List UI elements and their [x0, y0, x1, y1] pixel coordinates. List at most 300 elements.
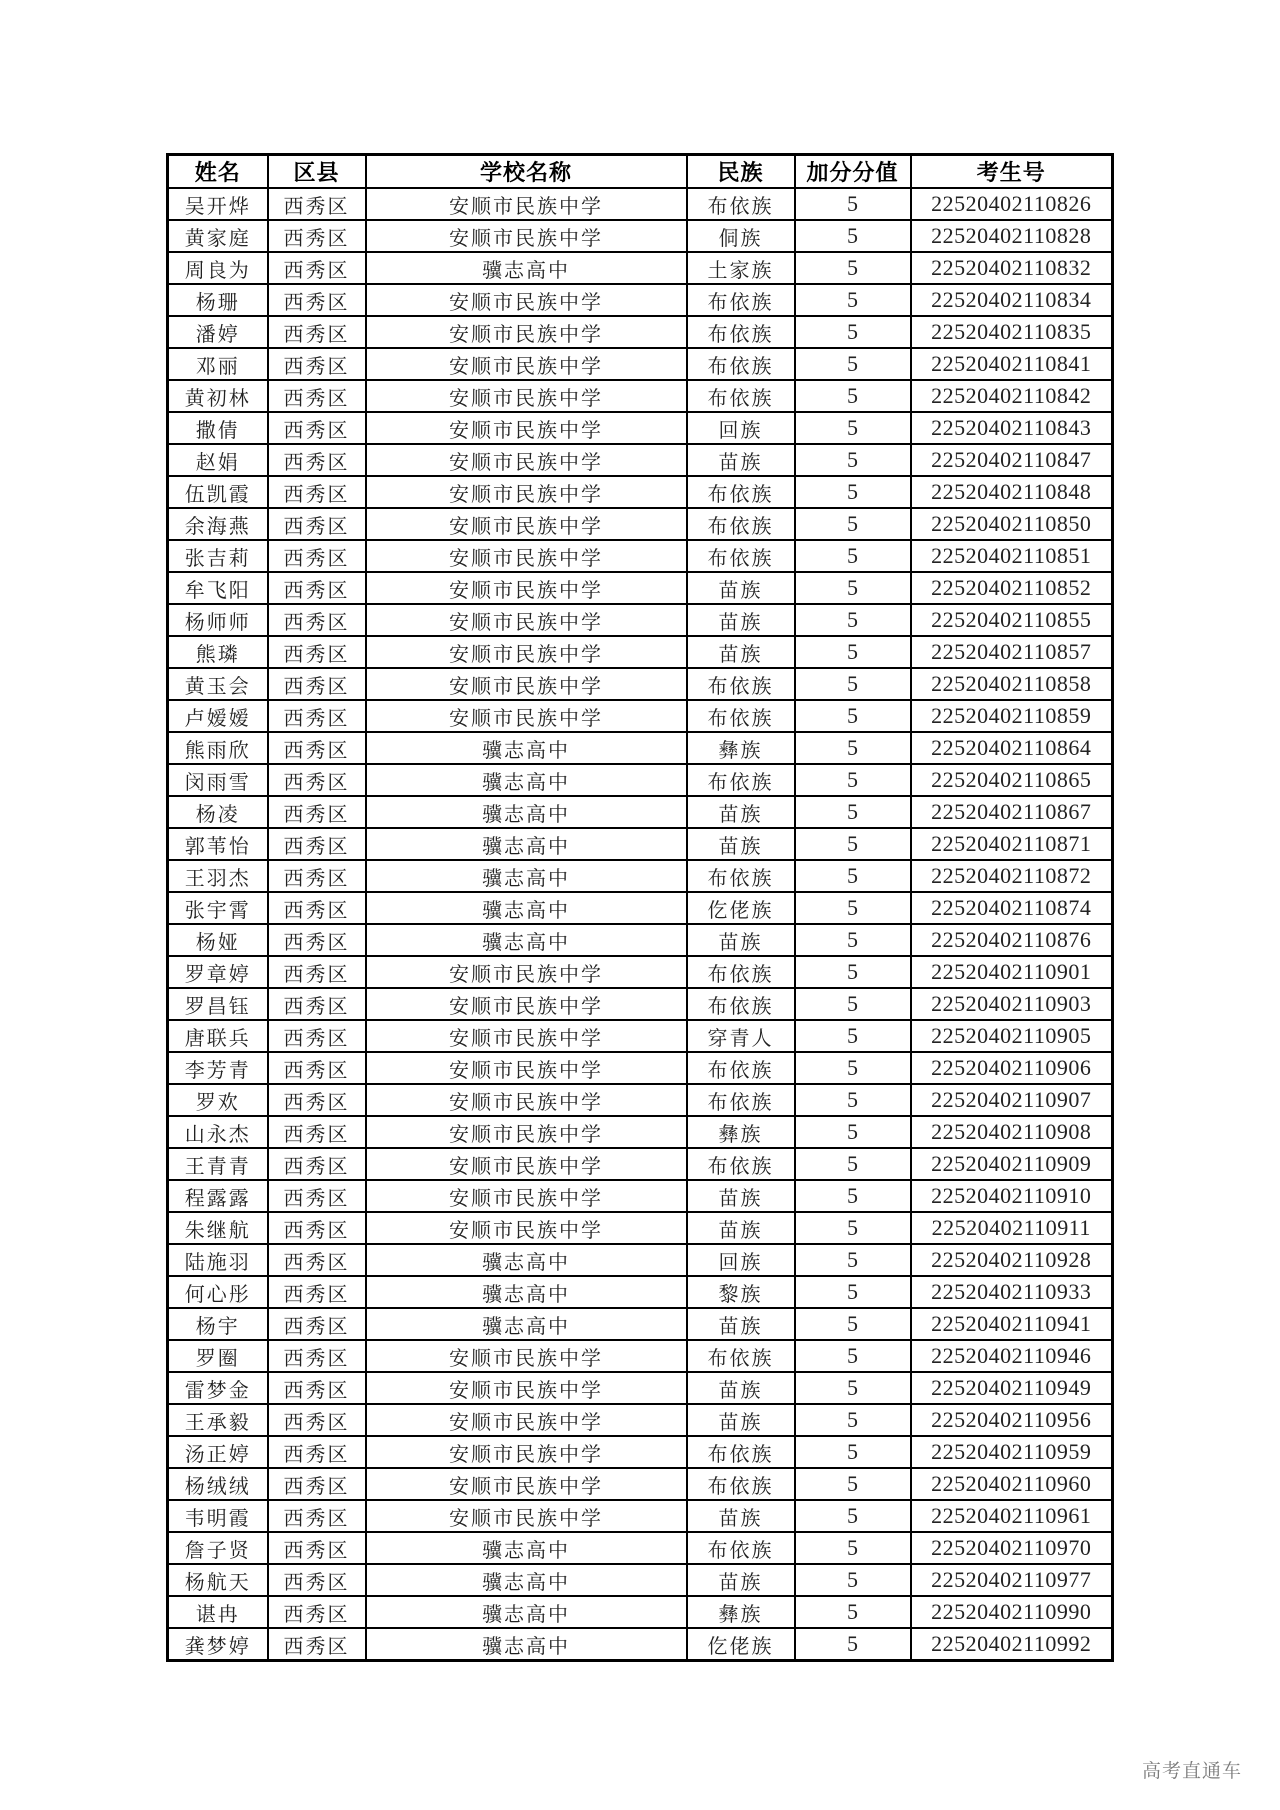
cell-school: 骥志高中	[366, 860, 687, 892]
cell-name: 杨绒绒	[168, 1468, 268, 1500]
cell-school: 安顺市民族中学	[366, 1084, 687, 1116]
cell-name: 吴开烨	[168, 188, 268, 220]
cell-county: 西秀区	[268, 188, 366, 220]
table-row	[168, 1468, 1113, 1500]
table-row	[168, 1532, 1113, 1564]
cell-county: 西秀区	[268, 316, 366, 348]
cell-bonus: 5	[795, 508, 911, 540]
cell-exam-id: 22520402110832	[911, 252, 1113, 284]
cell-exam-id: 22520402110903	[911, 988, 1113, 1020]
cell-bonus: 5	[795, 1244, 911, 1276]
cell-bonus: 5	[795, 892, 911, 924]
cell-ethnicity: 苗族	[687, 1564, 795, 1596]
cell-school: 安顺市民族中学	[366, 1372, 687, 1404]
cell-bonus: 5	[795, 476, 911, 508]
cell-ethnicity: 布依族	[687, 476, 795, 508]
cell-name: 卢嫒嫒	[168, 700, 268, 732]
cell-school: 骥志高中	[366, 764, 687, 796]
cell-ethnicity: 彝族	[687, 1596, 795, 1628]
cell-ethnicity: 布依族	[687, 316, 795, 348]
table-row	[168, 284, 1113, 316]
cell-ethnicity: 布依族	[687, 348, 795, 380]
cell-ethnicity: 布依族	[687, 1052, 795, 1084]
cell-name: 张宇霄	[168, 892, 268, 924]
cell-county: 西秀区	[268, 476, 366, 508]
cell-ethnicity: 苗族	[687, 444, 795, 476]
cell-county: 西秀区	[268, 348, 366, 380]
table-row	[168, 892, 1113, 924]
cell-county: 西秀区	[268, 636, 366, 668]
table-row	[168, 604, 1113, 636]
cell-name: 杨娅	[168, 924, 268, 956]
cell-county: 西秀区	[268, 1148, 366, 1180]
cell-county: 西秀区	[268, 380, 366, 412]
cell-bonus: 5	[795, 1532, 911, 1564]
table-row	[168, 1244, 1113, 1276]
header-bonus: 加分分值	[795, 155, 911, 189]
table-row	[168, 988, 1113, 1020]
cell-bonus: 5	[795, 572, 911, 604]
cell-county: 西秀区	[268, 1180, 366, 1212]
table-row	[168, 1116, 1113, 1148]
cell-school: 安顺市民族中学	[366, 668, 687, 700]
cell-exam-id: 22520402110933	[911, 1276, 1113, 1308]
cell-county: 西秀区	[268, 540, 366, 572]
header-school: 学校名称	[366, 155, 687, 189]
table-row	[168, 1596, 1113, 1628]
cell-county: 西秀区	[268, 988, 366, 1020]
cell-ethnicity: 布依族	[687, 988, 795, 1020]
cell-school: 安顺市民族中学	[366, 1020, 687, 1052]
cell-exam-id: 22520402110872	[911, 860, 1113, 892]
cell-bonus: 5	[795, 956, 911, 988]
cell-name: 杨宇	[168, 1308, 268, 1340]
header-county: 区县	[268, 155, 366, 189]
cell-county: 西秀区	[268, 412, 366, 444]
cell-ethnicity: 苗族	[687, 604, 795, 636]
cell-name: 李芳青	[168, 1052, 268, 1084]
cell-bonus: 5	[795, 1180, 911, 1212]
table-header-row	[168, 155, 1113, 189]
cell-county: 西秀区	[268, 220, 366, 252]
table-row	[168, 1020, 1113, 1052]
cell-name: 邓丽	[168, 348, 268, 380]
table-row	[168, 1628, 1113, 1661]
cell-bonus: 5	[795, 1116, 911, 1148]
cell-exam-id: 22520402110858	[911, 668, 1113, 700]
cell-school: 安顺市民族中学	[366, 700, 687, 732]
cell-school: 安顺市民族中学	[366, 1052, 687, 1084]
cell-exam-id: 22520402110992	[911, 1628, 1113, 1661]
cell-school: 安顺市民族中学	[366, 476, 687, 508]
cell-school: 骥志高中	[366, 1308, 687, 1340]
cell-county: 西秀区	[268, 284, 366, 316]
cell-exam-id: 22520402110946	[911, 1340, 1113, 1372]
cell-name: 熊璘	[168, 636, 268, 668]
watermark: 高考直通车	[1142, 1760, 1243, 1782]
table-row	[168, 1404, 1113, 1436]
cell-name: 周良为	[168, 252, 268, 284]
cell-school: 安顺市民族中学	[366, 1340, 687, 1372]
cell-county: 西秀区	[268, 1276, 366, 1308]
table-row	[168, 1436, 1113, 1468]
cell-bonus: 5	[795, 316, 911, 348]
cell-exam-id: 22520402110847	[911, 444, 1113, 476]
cell-bonus: 5	[795, 188, 911, 220]
cell-bonus: 5	[795, 1596, 911, 1628]
cell-school: 安顺市民族中学	[366, 444, 687, 476]
cell-county: 西秀区	[268, 252, 366, 284]
table-row	[168, 828, 1113, 860]
cell-bonus: 5	[795, 1436, 911, 1468]
cell-school: 安顺市民族中学	[366, 220, 687, 252]
table-row	[168, 188, 1113, 220]
cell-exam-id: 22520402110908	[911, 1116, 1113, 1148]
cell-name: 罗昌钰	[168, 988, 268, 1020]
cell-exam-id: 22520402110865	[911, 764, 1113, 796]
cell-exam-id: 22520402110909	[911, 1148, 1113, 1180]
cell-name: 杨凌	[168, 796, 268, 828]
cell-county: 西秀区	[268, 1468, 366, 1500]
cell-ethnicity: 布依族	[687, 1468, 795, 1500]
cell-bonus: 5	[795, 1628, 911, 1661]
cell-bonus: 5	[795, 540, 911, 572]
cell-bonus: 5	[795, 764, 911, 796]
table-row	[168, 700, 1113, 732]
cell-school: 安顺市民族中学	[366, 1148, 687, 1180]
cell-name: 汤正婷	[168, 1436, 268, 1468]
cell-county: 西秀区	[268, 860, 366, 892]
cell-bonus: 5	[795, 828, 911, 860]
header-exam-id: 考生号	[911, 155, 1113, 189]
cell-school: 安顺市民族中学	[366, 508, 687, 540]
cell-county: 西秀区	[268, 1436, 366, 1468]
cell-county: 西秀区	[268, 572, 366, 604]
cell-ethnicity: 布依族	[687, 956, 795, 988]
cell-exam-id: 22520402110960	[911, 1468, 1113, 1500]
cell-bonus: 5	[795, 604, 911, 636]
cell-name: 陆施羽	[168, 1244, 268, 1276]
cell-exam-id: 22520402110906	[911, 1052, 1113, 1084]
cell-exam-id: 22520402110928	[911, 1244, 1113, 1276]
cell-exam-id: 22520402110956	[911, 1404, 1113, 1436]
cell-bonus: 5	[795, 380, 911, 412]
cell-exam-id: 22520402110970	[911, 1532, 1113, 1564]
cell-exam-id: 22520402110826	[911, 188, 1113, 220]
cell-county: 西秀区	[268, 956, 366, 988]
cell-ethnicity: 仡佬族	[687, 892, 795, 924]
cell-school: 安顺市民族中学	[366, 188, 687, 220]
cell-bonus: 5	[795, 1340, 911, 1372]
table-row	[168, 1340, 1113, 1372]
cell-school: 骥志高中	[366, 796, 687, 828]
cell-school: 骥志高中	[366, 1532, 687, 1564]
cell-exam-id: 22520402110876	[911, 924, 1113, 956]
cell-name: 山永杰	[168, 1116, 268, 1148]
cell-bonus: 5	[795, 284, 911, 316]
cell-school: 安顺市民族中学	[366, 956, 687, 988]
cell-name: 王承毅	[168, 1404, 268, 1436]
cell-exam-id: 22520402110977	[911, 1564, 1113, 1596]
cell-ethnicity: 回族	[687, 412, 795, 444]
table-row	[168, 796, 1113, 828]
cell-ethnicity: 彝族	[687, 732, 795, 764]
cell-exam-id: 22520402110859	[911, 700, 1113, 732]
cell-school: 骥志高中	[366, 732, 687, 764]
table-row	[168, 1212, 1113, 1244]
cell-name: 余海燕	[168, 508, 268, 540]
table-row	[168, 476, 1113, 508]
cell-bonus: 5	[795, 796, 911, 828]
cell-ethnicity: 苗族	[687, 1372, 795, 1404]
cell-name: 杨航天	[168, 1564, 268, 1596]
cell-name: 牟飞阳	[168, 572, 268, 604]
cell-ethnicity: 侗族	[687, 220, 795, 252]
cell-exam-id: 22520402110852	[911, 572, 1113, 604]
cell-school: 安顺市民族中学	[366, 348, 687, 380]
cell-ethnicity: 布依族	[687, 1436, 795, 1468]
cell-bonus: 5	[795, 668, 911, 700]
cell-exam-id: 22520402110911	[911, 1212, 1113, 1244]
cell-school: 安顺市民族中学	[366, 380, 687, 412]
cell-school: 安顺市民族中学	[366, 284, 687, 316]
cell-name: 杨师师	[168, 604, 268, 636]
cell-county: 西秀区	[268, 700, 366, 732]
cell-name: 王羽杰	[168, 860, 268, 892]
cell-exam-id: 22520402110959	[911, 1436, 1113, 1468]
table-row	[168, 348, 1113, 380]
cell-county: 西秀区	[268, 924, 366, 956]
cell-ethnicity: 苗族	[687, 636, 795, 668]
cell-county: 西秀区	[268, 892, 366, 924]
cell-ethnicity: 回族	[687, 1244, 795, 1276]
cell-county: 西秀区	[268, 1308, 366, 1340]
cell-exam-id: 22520402110874	[911, 892, 1113, 924]
cell-county: 西秀区	[268, 1564, 366, 1596]
cell-school: 骥志高中	[366, 1564, 687, 1596]
cell-bonus: 5	[795, 1404, 911, 1436]
table-row	[168, 508, 1113, 540]
cell-exam-id: 22520402110864	[911, 732, 1113, 764]
table-row	[168, 924, 1113, 956]
cell-ethnicity: 布依族	[687, 1084, 795, 1116]
cell-name: 谌冉	[168, 1596, 268, 1628]
cell-name: 黄家庭	[168, 220, 268, 252]
cell-school: 安顺市民族中学	[366, 1404, 687, 1436]
table-row	[168, 540, 1113, 572]
table-row	[168, 764, 1113, 796]
cell-county: 西秀区	[268, 1052, 366, 1084]
header-name: 姓名	[168, 155, 268, 189]
cell-ethnicity: 布依族	[687, 284, 795, 316]
cell-school: 安顺市民族中学	[366, 1436, 687, 1468]
cell-school: 骥志高中	[366, 1596, 687, 1628]
header-ethnicity: 民族	[687, 155, 795, 189]
cell-county: 西秀区	[268, 828, 366, 860]
cell-school: 安顺市民族中学	[366, 572, 687, 604]
cell-exam-id: 22520402110907	[911, 1084, 1113, 1116]
cell-bonus: 5	[795, 1500, 911, 1532]
cell-exam-id: 22520402110871	[911, 828, 1113, 860]
cell-bonus: 5	[795, 1148, 911, 1180]
cell-exam-id: 22520402110843	[911, 412, 1113, 444]
cell-exam-id: 22520402110941	[911, 1308, 1113, 1340]
cell-exam-id: 22520402110901	[911, 956, 1113, 988]
table-row	[168, 1500, 1113, 1532]
cell-ethnicity: 布依族	[687, 380, 795, 412]
table-row	[168, 1084, 1113, 1116]
table-row	[168, 220, 1113, 252]
cell-exam-id: 22520402110867	[911, 796, 1113, 828]
cell-bonus: 5	[795, 412, 911, 444]
table-row	[168, 1308, 1113, 1340]
cell-ethnicity: 仡佬族	[687, 1628, 795, 1661]
table-row	[168, 1372, 1113, 1404]
table-row	[168, 1148, 1113, 1180]
cell-ethnicity: 布依族	[687, 1532, 795, 1564]
cell-ethnicity: 布依族	[687, 668, 795, 700]
table-row	[168, 444, 1113, 476]
cell-county: 西秀区	[268, 1084, 366, 1116]
table-row	[168, 668, 1113, 700]
table-row	[168, 956, 1113, 988]
cell-name: 何心彤	[168, 1276, 268, 1308]
cell-bonus: 5	[795, 732, 911, 764]
cell-school: 安顺市民族中学	[366, 316, 687, 348]
cell-bonus: 5	[795, 860, 911, 892]
cell-school: 安顺市民族中学	[366, 636, 687, 668]
cell-name: 罗圈	[168, 1340, 268, 1372]
table-row	[168, 316, 1113, 348]
cell-exam-id: 22520402110850	[911, 508, 1113, 540]
cell-ethnicity: 苗族	[687, 1308, 795, 1340]
table-row	[168, 1180, 1113, 1212]
cell-name: 詹子贤	[168, 1532, 268, 1564]
cell-ethnicity: 苗族	[687, 796, 795, 828]
cell-ethnicity: 布依族	[687, 540, 795, 572]
cell-name: 闵雨雪	[168, 764, 268, 796]
cell-school: 安顺市民族中学	[366, 1212, 687, 1244]
cell-ethnicity: 苗族	[687, 1212, 795, 1244]
cell-exam-id: 22520402110841	[911, 348, 1113, 380]
cell-ethnicity: 苗族	[687, 572, 795, 604]
table-row	[168, 380, 1113, 412]
cell-bonus: 5	[795, 1020, 911, 1052]
cell-exam-id: 22520402110855	[911, 604, 1113, 636]
cell-name: 张吉莉	[168, 540, 268, 572]
cell-name: 唐联兵	[168, 1020, 268, 1052]
cell-exam-id: 22520402110905	[911, 1020, 1113, 1052]
bonus-points-table	[166, 153, 1114, 1662]
cell-bonus: 5	[795, 1308, 911, 1340]
cell-name: 程露露	[168, 1180, 268, 1212]
cell-exam-id: 22520402110949	[911, 1372, 1113, 1404]
cell-name: 熊雨欣	[168, 732, 268, 764]
cell-bonus: 5	[795, 252, 911, 284]
cell-exam-id: 22520402110834	[911, 284, 1113, 316]
cell-school: 安顺市民族中学	[366, 412, 687, 444]
cell-name: 罗章婷	[168, 956, 268, 988]
cell-school: 骥志高中	[366, 892, 687, 924]
cell-bonus: 5	[795, 1084, 911, 1116]
cell-school: 安顺市民族中学	[366, 988, 687, 1020]
cell-name: 赵娟	[168, 444, 268, 476]
cell-ethnicity: 布依族	[687, 188, 795, 220]
cell-bonus: 5	[795, 348, 911, 380]
cell-school: 安顺市民族中学	[366, 1468, 687, 1500]
cell-county: 西秀区	[268, 508, 366, 540]
cell-county: 西秀区	[268, 1500, 366, 1532]
cell-ethnicity: 布依族	[687, 700, 795, 732]
cell-name: 郭苇怡	[168, 828, 268, 860]
cell-exam-id: 22520402110835	[911, 316, 1113, 348]
cell-exam-id: 22520402110857	[911, 636, 1113, 668]
cell-ethnicity: 布依族	[687, 1148, 795, 1180]
cell-county: 西秀区	[268, 1372, 366, 1404]
table-row	[168, 252, 1113, 284]
cell-bonus: 5	[795, 924, 911, 956]
table-row	[168, 1564, 1113, 1596]
cell-county: 西秀区	[268, 1628, 366, 1661]
cell-school: 安顺市民族中学	[366, 540, 687, 572]
cell-name: 王青青	[168, 1148, 268, 1180]
cell-ethnicity: 土家族	[687, 252, 795, 284]
cell-bonus: 5	[795, 988, 911, 1020]
cell-name: 罗欢	[168, 1084, 268, 1116]
cell-school: 骥志高中	[366, 1276, 687, 1308]
cell-school: 骥志高中	[366, 1244, 687, 1276]
table-row	[168, 1052, 1113, 1084]
cell-exam-id: 22520402110842	[911, 380, 1113, 412]
cell-bonus: 5	[795, 1052, 911, 1084]
table-row	[168, 860, 1113, 892]
cell-ethnicity: 苗族	[687, 828, 795, 860]
cell-bonus: 5	[795, 1564, 911, 1596]
cell-school: 安顺市民族中学	[366, 1500, 687, 1532]
cell-county: 西秀区	[268, 1212, 366, 1244]
cell-school: 安顺市民族中学	[366, 604, 687, 636]
cell-ethnicity: 苗族	[687, 1404, 795, 1436]
cell-bonus: 5	[795, 1372, 911, 1404]
cell-bonus: 5	[795, 1212, 911, 1244]
cell-county: 西秀区	[268, 604, 366, 636]
cell-school: 骥志高中	[366, 1628, 687, 1661]
cell-county: 西秀区	[268, 1532, 366, 1564]
cell-exam-id: 22520402110848	[911, 476, 1113, 508]
cell-name: 黄初林	[168, 380, 268, 412]
cell-county: 西秀区	[268, 444, 366, 476]
cell-county: 西秀区	[268, 1340, 366, 1372]
cell-name: 朱继航	[168, 1212, 268, 1244]
table-body	[168, 188, 1113, 1661]
cell-bonus: 5	[795, 220, 911, 252]
cell-county: 西秀区	[268, 1020, 366, 1052]
cell-name: 伍凯霞	[168, 476, 268, 508]
cell-ethnicity: 穿青人	[687, 1020, 795, 1052]
cell-school: 骥志高中	[366, 828, 687, 860]
cell-bonus: 5	[795, 636, 911, 668]
cell-bonus: 5	[795, 444, 911, 476]
cell-ethnicity: 苗族	[687, 1180, 795, 1212]
cell-ethnicity: 布依族	[687, 764, 795, 796]
cell-exam-id: 22520402110990	[911, 1596, 1113, 1628]
cell-school: 安顺市民族中学	[366, 1180, 687, 1212]
table-row	[168, 732, 1113, 764]
cell-exam-id: 22520402110961	[911, 1500, 1113, 1532]
cell-ethnicity: 苗族	[687, 924, 795, 956]
cell-ethnicity: 布依族	[687, 508, 795, 540]
cell-name: 雷梦金	[168, 1372, 268, 1404]
